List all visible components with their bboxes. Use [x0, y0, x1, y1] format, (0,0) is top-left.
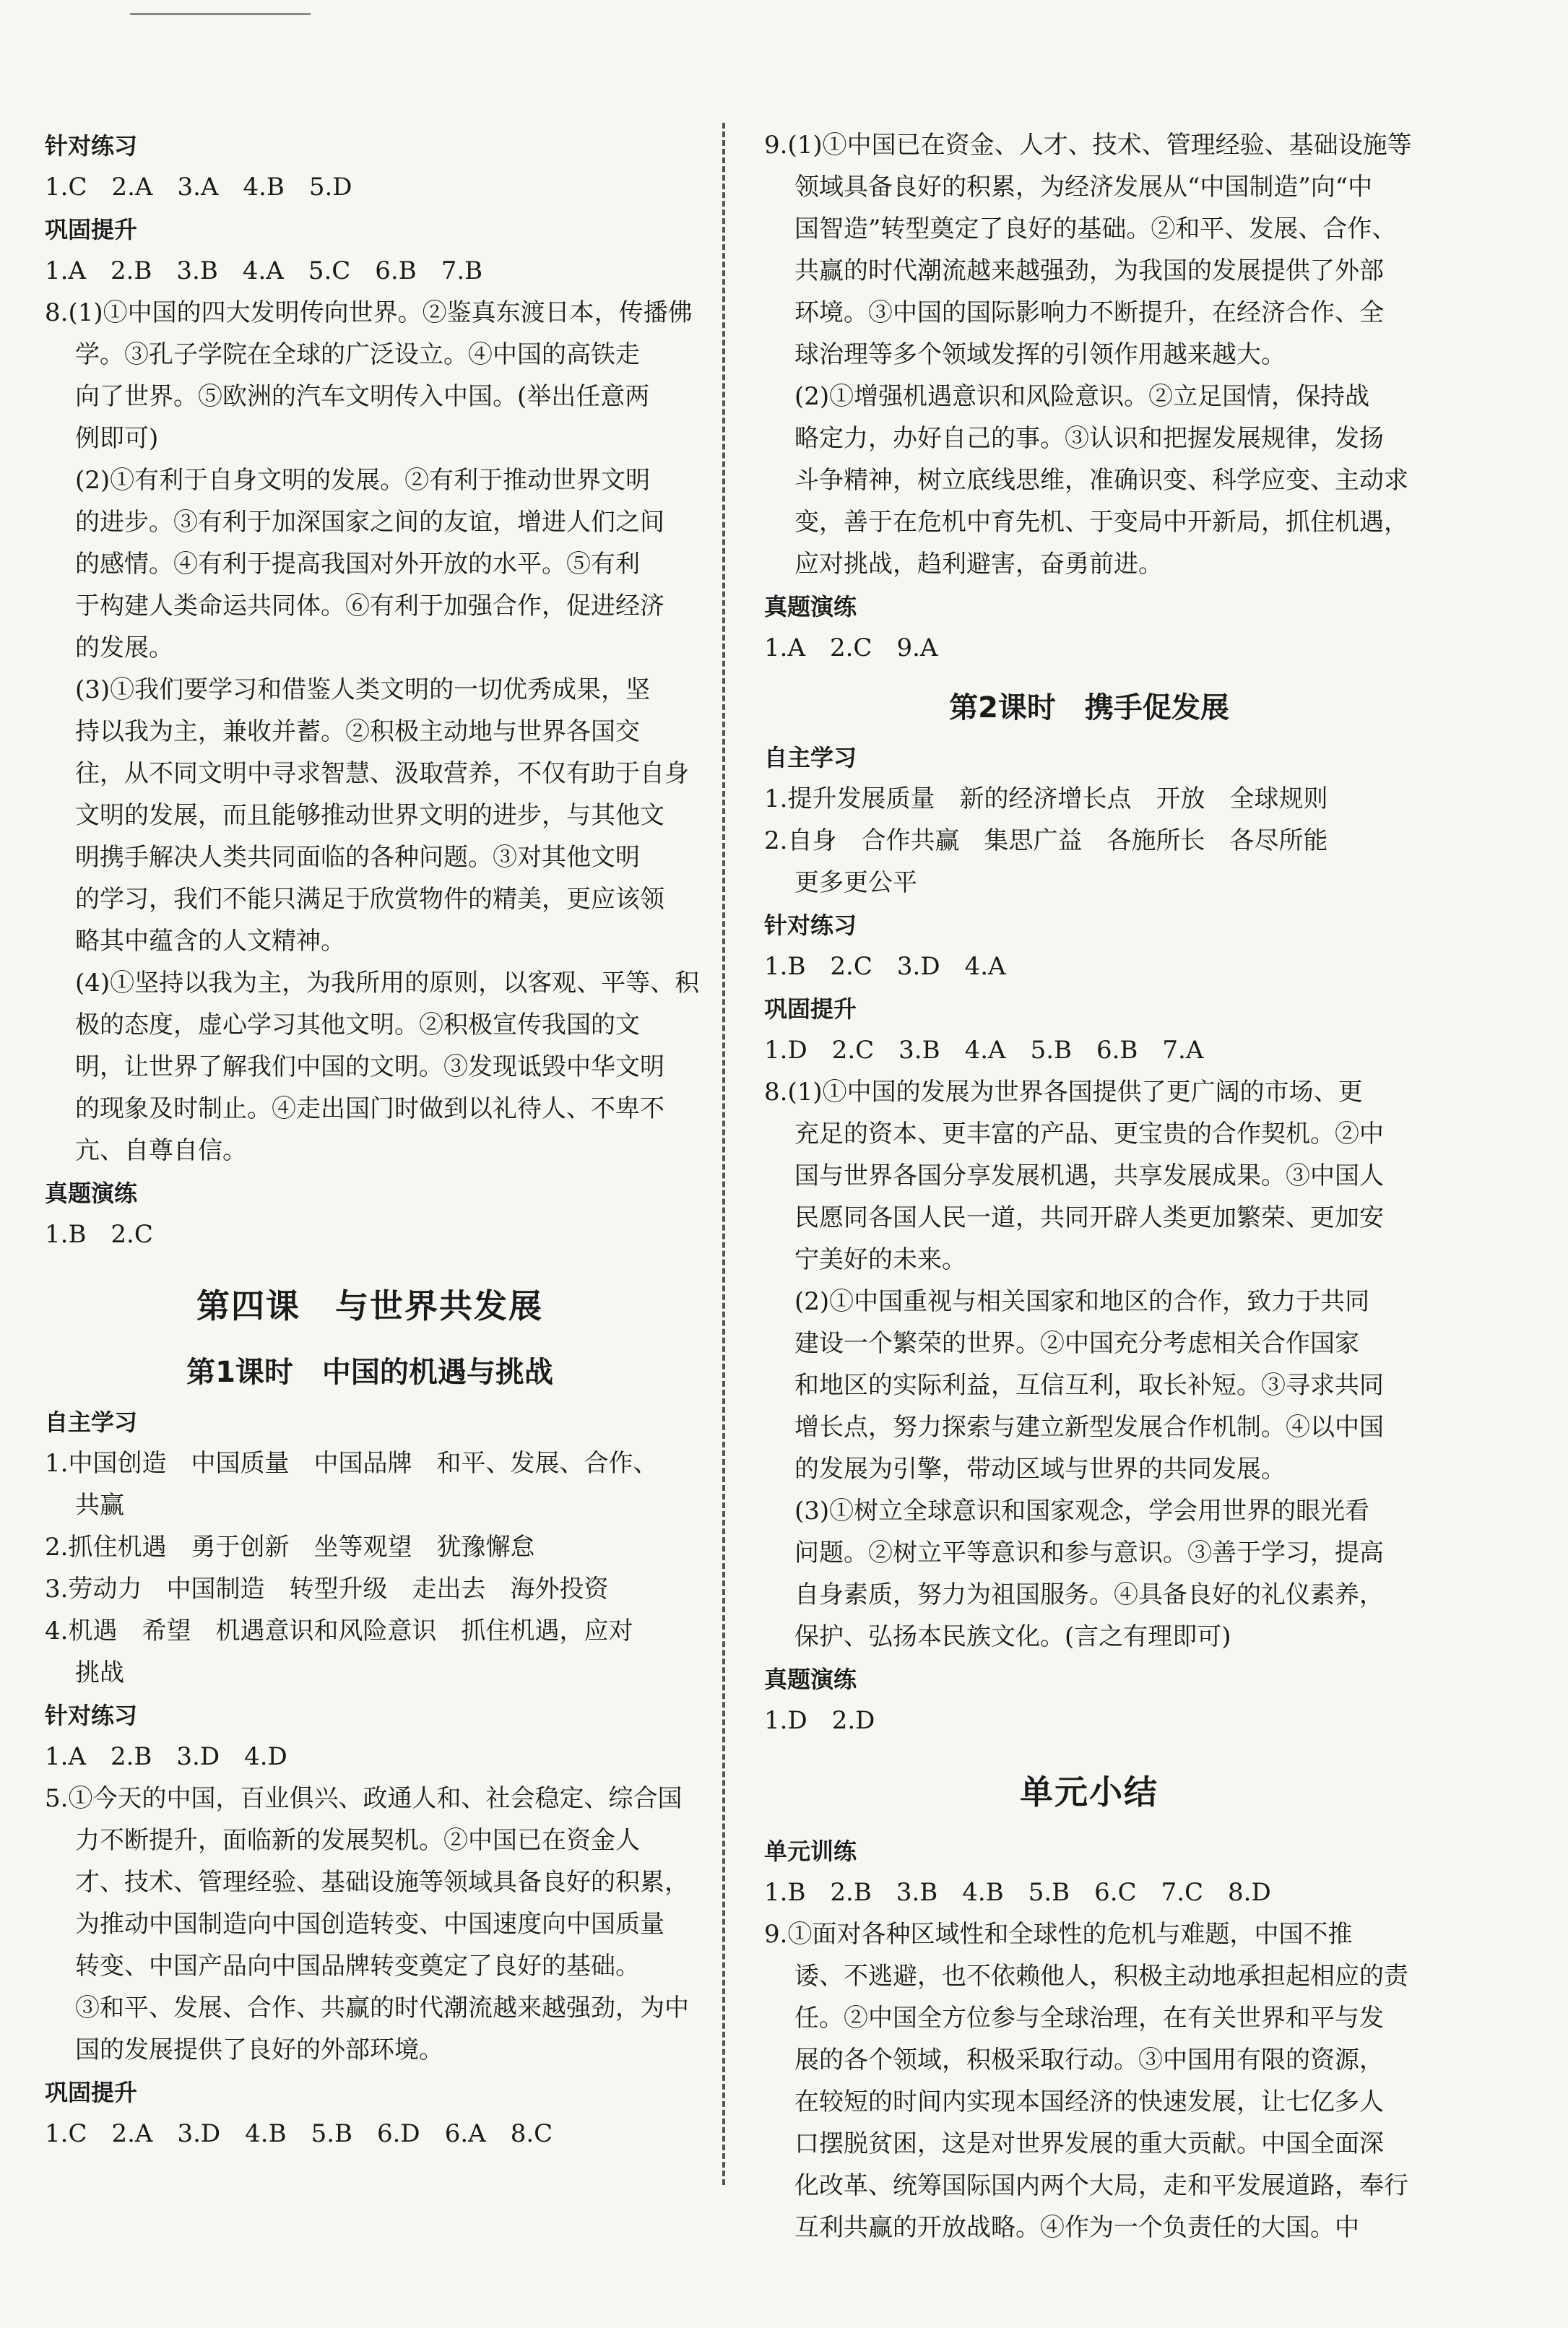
answer-line: 1.C 2.A 3.A 4.B 5.D — [45, 173, 352, 202]
answer-line: 9.①面对各种区域性和全球性的危机与难题，中国不推 — [764, 1920, 1353, 1949]
answer-line: (2)①有利于自身文明的发展。②有利于推动世界文明 — [75, 466, 651, 495]
answer-line: 亢、自尊自信。 — [75, 1136, 247, 1165]
answer-line: 口摆脱贫困，这是对世界发展的重大贡献。中国全面深 — [794, 2129, 1384, 2158]
answer-line: 国的发展提供了良好的外部环境。 — [75, 2035, 443, 2064]
period-title: 第1课时 中国的机遇与挑战 — [186, 1356, 553, 1389]
section-heading: 针对练习 — [764, 912, 857, 939]
answer-line: 例即可) — [75, 424, 159, 453]
answer-line: (2)①中国重视与相关国家和地区的合作，致力于共同 — [794, 1287, 1370, 1316]
answer-line: 5.①今天的中国，百业俱兴、政通人和、社会稳定、综合国 — [45, 1784, 683, 1813]
answer-line: (3)①我们要学习和借鉴人类文明的一切优秀成果，坚 — [75, 675, 651, 704]
answer-line: 往，从不同文明中寻求智慧、汲取营养，不仅有助于自身 — [75, 759, 689, 788]
answer-line: 建设一个繁荣的世界。②中国充分考虑相关合作国家 — [794, 1329, 1359, 1358]
answer-line: 极的态度，虚心学习其他文明。②积极宣传我国的文 — [75, 1011, 640, 1039]
answer-line: 自身素质，努力为祖国服务。④具备良好的礼仪素养， — [794, 1580, 1384, 1609]
answer-line: 共赢的时代潮流越来越强劲，为我国的发展提供了外部 — [794, 256, 1384, 285]
section-heading: 真题演练 — [764, 1666, 857, 1693]
section-heading: 自主学习 — [45, 1409, 138, 1436]
section-heading: 针对练习 — [45, 1702, 138, 1729]
answer-line: 略其中蕴含的人文精神。 — [75, 927, 345, 956]
answer-line: (3)①树立全球意识和国家观念，学会用世界的眼光看 — [794, 1497, 1370, 1526]
answer-line: 8.(1)①中国的发展为世界各国提供了更广阔的市场、更 — [764, 1078, 1363, 1107]
answer-line: 转变、中国产品向中国品牌转变奠定了良好的基础。 — [75, 1952, 640, 1981]
answer-line: 互利共赢的开放战略。④作为一个负责任的大国。中 — [794, 2213, 1359, 2242]
answer-line: 1.A 2.B 3.B 4.A 5.C 6.B 7.B — [45, 256, 483, 285]
answer-line: 挑战 — [75, 1658, 124, 1687]
answer-line: 1.A 2.B 3.D 4.D — [45, 1742, 287, 1771]
answer-line: 和地区的实际利益，互信互利，取长补短。③寻求共同 — [794, 1371, 1384, 1400]
answer-line: 共赢 — [75, 1491, 124, 1520]
answer-line: ③和平、发展、合作、共赢的时代潮流越来越强劲，为中 — [75, 1994, 689, 2022]
answer-line: 增长点，努力探索与建立新型发展合作机制。④以中国 — [794, 1413, 1384, 1442]
answer-line: 向了世界。⑤欧洲的汽车文明传入中国。(举出任意两 — [75, 382, 650, 411]
section-heading: 巩固提升 — [764, 995, 857, 1023]
answer-line: 的学习，我们不能只满足于欣赏物件的精美，更应该领 — [75, 885, 664, 914]
answer-line: 8.(1)①中国的四大发明传向世界。②鉴真东渡日本，传播佛 — [45, 298, 693, 327]
answer-line: 2.自身 合作共赢 集思广益 各施所长 各尽所能 — [764, 826, 1328, 855]
answer-line: 持以我为主，兼收并蓄。②积极主动地与世界各国交 — [75, 717, 640, 746]
answer-line: 的现象及时制止。④走出国门时做到以礼待人、不卑不 — [75, 1094, 664, 1123]
answer-line: 文明的发展，而且能够推动世界文明的进步，与其他文 — [75, 801, 664, 830]
answer-line: (4)①坚持以我为主，为我所用的原则，以客观、平等、积 — [75, 969, 700, 998]
answer-line: 的进步。③有利于加深国家之间的友谊，增进人们之间 — [75, 508, 664, 537]
answer-line: 力不断提升，面临新的发展契机。②中国已在资金人 — [75, 1826, 640, 1855]
answer-line: 明携手解决人类共同面临的各种问题。③对其他文明 — [75, 843, 640, 872]
column-divider — [722, 123, 725, 2185]
unit-summary-title: 单元小结 — [1020, 1773, 1158, 1812]
answer-line: 1.B 2.B 3.B 4.B 5.B 6.C 7.C 8.D — [764, 1878, 1271, 1907]
answer-line: 保护、弘扬本民族文化。(言之有理即可) — [794, 1622, 1231, 1651]
answer-line: 的感情。④有利于提高我国对外开放的水平。⑤有利 — [75, 550, 640, 579]
right-column — [764, 124, 1414, 2249]
answer-line: 学。③孔子学院在全球的广泛设立。④中国的高铁走 — [75, 340, 640, 369]
answer-line: 的发展为引擎，带动区域与世界的共同发展。 — [794, 1455, 1286, 1484]
answer-line: 民愿同各国人民一道，共同开辟人类更加繁荣、更加安 — [794, 1203, 1384, 1232]
answer-line: 1.D 2.D — [764, 1706, 875, 1735]
answer-line: 应对挑战，趋利避害，奋勇前进。 — [794, 550, 1163, 579]
answer-line: 3.劳动力 中国制造 转型升级 走出去 海外投资 — [45, 1575, 609, 1604]
answer-line: 1.A 2.C 9.A — [764, 633, 938, 662]
section-heading: 真题演练 — [45, 1180, 138, 1207]
answer-line: 球治理等多个领域发挥的引领作用越来越大。 — [794, 340, 1286, 369]
answer-line: 1.D 2.C 3.B 4.A 5.B 6.B 7.A — [764, 1036, 1204, 1065]
answer-line: 展的各个领域，积极采取行动。③中国用有限的资源， — [794, 2046, 1384, 2074]
answer-line: 9.(1)①中国已在资金、人才、技术、管理经验、基础设施等 — [764, 131, 1412, 160]
section-heading: 单元训练 — [764, 1838, 857, 1865]
answer-line: 变，善于在危机中育先机、于变局中开新局，抓住机遇， — [794, 508, 1408, 537]
left-column — [45, 124, 700, 2155]
answer-line: 宁美好的未来。 — [794, 1245, 966, 1274]
answer-line: 才、技术、管理经验、基础设施等领域具备良好的积累， — [75, 1868, 689, 1897]
answer-line: 1.C 2.A 3.D 4.B 5.B 6.D 6.A 8.C — [45, 2119, 553, 2148]
answer-line: 为推动中国制造向中国创造转变、中国速度向中国质量 — [75, 1910, 664, 1939]
answer-line: 于构建人类命运共同体。⑥有利于加强合作，促进经济 — [75, 592, 664, 620]
answer-line: 在较短的时间内实现本国经济的快速发展，让七亿多人 — [794, 2087, 1384, 2116]
section-heading: 真题演练 — [764, 593, 857, 620]
answer-line: 充足的资本、更丰富的产品、更宝贵的合作契机。②中 — [794, 1120, 1384, 1148]
answer-line: 领域具备良好的积累，为经济发展从“中国制造”向“中 — [794, 173, 1373, 202]
lesson-title: 第四课 与世界共发展 — [196, 1286, 543, 1325]
section-heading: 巩固提升 — [45, 216, 138, 243]
answer-line: 2.抓住机遇 勇于创新 坐等观望 犹豫懈怠 — [45, 1533, 535, 1562]
answer-line: 任。②中国全方位参与全球治理，在有关世界和平与发 — [794, 2004, 1384, 2033]
period-title: 第2课时 携手促发展 — [949, 691, 1229, 724]
answer-line: 1.B 2.C 3.D 4.A — [764, 952, 1006, 981]
answer-line: (2)①增强机遇意识和风险意识。②立足国情，保持战 — [794, 382, 1370, 411]
answer-line: 国与世界各国分享发展机遇，共享发展成果。③中国人 — [794, 1161, 1384, 1190]
answer-line: 环境。③中国的国际影响力不断提升，在经济合作、全 — [794, 298, 1384, 327]
answer-line: 1.中国创造 中国质量 中国品牌 和平、发展、合作、 — [45, 1449, 658, 1478]
top-rule — [130, 13, 311, 15]
answer-line: 问题。②树立平等意识和参与意识。③善于学习，提高 — [794, 1539, 1384, 1567]
answer-line: 斗争精神，树立底线思维，准确识变、科学应变、主动求 — [794, 466, 1408, 495]
answer-line: 国智造”转型奠定了良好的基础。②和平、发展、合作、 — [794, 215, 1397, 243]
answer-line: 略定力，办好自己的事。③认识和把握发展规律，发扬 — [794, 424, 1384, 453]
answer-line: 1.提升发展质量 新的经济增长点 开放 全球规则 — [764, 784, 1328, 813]
answer-line: 明，让世界了解我们中国的文明。③发现诋毁中华文明 — [75, 1052, 664, 1081]
section-heading: 巩固提升 — [45, 2079, 138, 2106]
answer-line: 4.机遇 希望 机遇意识和风险意识 抓住机遇，应对 — [45, 1617, 633, 1645]
answer-line: 更多更公平 — [794, 868, 917, 897]
answer-line: 1.B 2.C — [45, 1220, 153, 1249]
answer-line: 诿、不逃避，也不依赖他人，积极主动地承担起相应的责 — [794, 1962, 1408, 1991]
answer-line: 化改革、统筹国际国内两个大局，走和平发展道路，奉行 — [794, 2171, 1408, 2200]
section-heading: 自主学习 — [764, 744, 857, 771]
answer-line: 的发展。 — [75, 633, 173, 662]
section-heading: 针对练习 — [45, 132, 138, 160]
